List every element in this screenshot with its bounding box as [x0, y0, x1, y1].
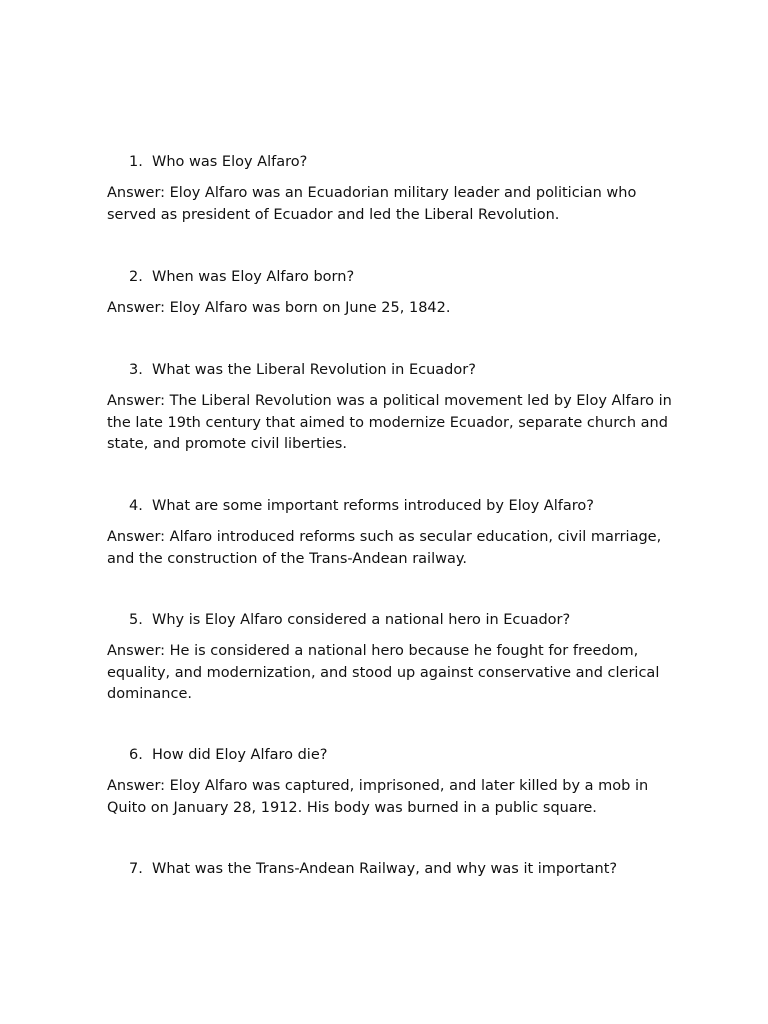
question-number: 5.	[129, 612, 143, 628]
question	[129, 267, 672, 288]
qa-item-6	[107, 745, 672, 819]
answer-text: Answer: Eloy Alfaro was an Ecuadorian military leader and politician who served as president of Ecuador and led the Liberal Revolution.	[107, 185, 637, 223]
question	[129, 610, 672, 631]
qa-item-5	[107, 610, 672, 706]
question-text: What was the Trans-Andean Railway, and why was it important?	[152, 861, 618, 877]
answer-text: Answer: Eloy Alfaro was captured, imprisoned, and later killed by a mob in Quito on January 28, 1912. His body was burned in a public square.	[107, 778, 649, 816]
question	[129, 152, 672, 173]
qa-item-7	[107, 859, 672, 880]
answer-text: Answer: He is considered a national hero because he fought for freedom, equality, and modernization, and stood up against conservative and clerical dominance.	[107, 643, 660, 702]
question-number: 4.	[129, 498, 143, 514]
question-text: Why is Eloy Alfaro considered a national hero in Ecuador?	[152, 612, 571, 628]
qa-item-2	[107, 267, 672, 320]
question-number: 1.	[129, 154, 143, 170]
question	[129, 496, 672, 517]
answer-text: Answer: The Liberal Revolution was a political movement led by Eloy Alfaro in the late 19th century that aimed to modernize Ecuador, separate church and state, and promote civil liberties.	[107, 393, 672, 452]
answer-text: Answer: Eloy Alfaro was born on June 25, 1842.	[107, 300, 451, 316]
question	[129, 745, 672, 766]
question-text: When was Eloy Alfaro born?	[152, 269, 355, 285]
qa-item-4	[107, 496, 672, 570]
question	[129, 360, 672, 381]
answer-text: Answer: Alfaro introduced reforms such as secular education, civil marriage, and the construction of the Trans-Andean railway.	[107, 529, 662, 567]
question-text: Who was Eloy Alfaro?	[152, 154, 308, 170]
question-text: How did Eloy Alfaro die?	[152, 747, 328, 763]
question-number: 2.	[129, 269, 143, 285]
question-number: 3.	[129, 362, 143, 378]
question-text: What was the Liberal Revolution in Ecuador?	[152, 362, 476, 378]
question-text: What are some important reforms introduced by Eloy Alfaro?	[152, 498, 594, 514]
qa-item-1	[107, 152, 672, 226]
question	[129, 859, 672, 880]
question-number: 7.	[129, 861, 143, 877]
qa-item-3	[107, 360, 672, 456]
question-number: 6.	[129, 747, 143, 763]
